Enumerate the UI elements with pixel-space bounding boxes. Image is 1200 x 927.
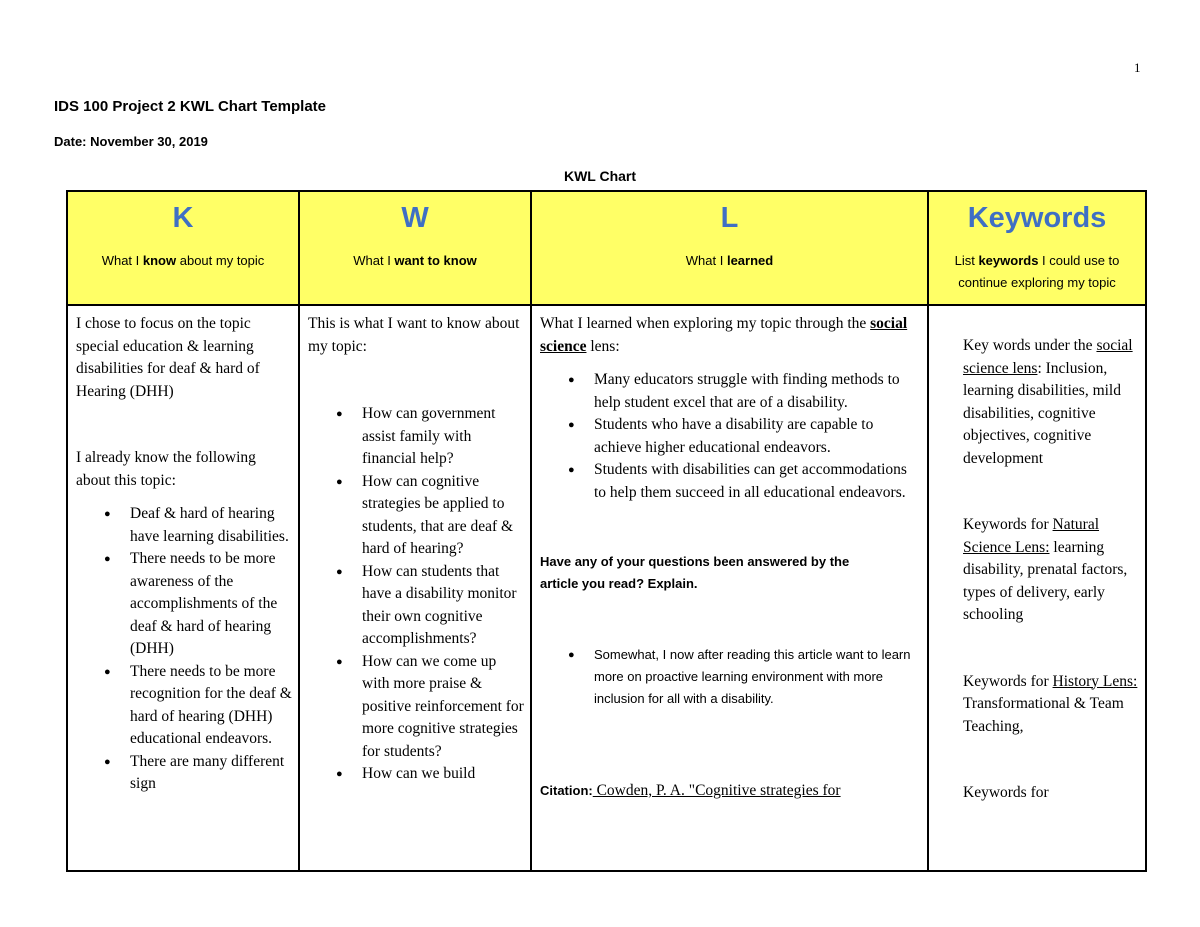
keywords-cell bbox=[928, 305, 1146, 871]
list-item: ● Students with disabilities can get accommodations to help them succeed in all educational endeavors. bbox=[568, 461, 907, 501]
header-k-letter: K bbox=[172, 202, 194, 234]
list-item: ● How can students that have a disability monitor their own cognitive accomplishments? bbox=[336, 562, 517, 647]
document-title: IDS 100 Project 2 KWL Chart Template bbox=[54, 98, 327, 115]
list-item: ● Students who have a disability are capable to achieve higher educational endeavors. bbox=[568, 416, 874, 456]
list-item: ● How can government assist family with financial help? bbox=[336, 405, 496, 467]
bullet-icon: ● bbox=[568, 649, 575, 661]
header-l bbox=[531, 191, 928, 305]
header-k bbox=[67, 191, 299, 305]
list-item: ● Many educators struggle with finding methods to help student excel that are of a disability. bbox=[568, 371, 900, 411]
keywords-natural-science: Keywords for Natural Science Lens: learning disability, prenatal factors, types of delivery, early schooling bbox=[963, 516, 1128, 623]
header-keywords-subtitle: List keywords I could use to continue exploring my topic bbox=[954, 253, 1120, 290]
list-item: ● How can we build bbox=[362, 763, 524, 786]
page-number: 1 bbox=[1134, 60, 1141, 75]
bullet-icon: ● bbox=[104, 665, 111, 678]
w-cell bbox=[299, 305, 531, 871]
list-item: ● How can we come up with more praise & positive reinforcement for more cognitive strategies for students? bbox=[336, 652, 524, 760]
header-keywords bbox=[928, 191, 1146, 305]
bullet-icon: ● bbox=[568, 374, 575, 386]
l-cell bbox=[531, 305, 928, 871]
k-bullet-list bbox=[76, 503, 292, 796]
bullet-icon: ● bbox=[568, 464, 575, 476]
keywords-last: Keywords for bbox=[963, 784, 1049, 801]
l-bullet-list bbox=[540, 369, 921, 504]
bullet-icon: ● bbox=[104, 508, 111, 520]
list-item: ● There needs to be more awareness of the accomplishments of the deaf & hard of hearing (DHH) bbox=[104, 550, 278, 657]
document-date: Date: November 30, 2019 bbox=[54, 134, 208, 149]
header-keywords-title: Keywords bbox=[967, 202, 1107, 234]
w-lead: This is what I want to know about my topic: bbox=[308, 315, 520, 355]
l-answer-list bbox=[540, 644, 921, 710]
bullet-icon: ● bbox=[336, 655, 343, 668]
keywords-history: Keywords for History Lens: Transformational & Team Teaching, bbox=[963, 672, 1138, 735]
k-cell bbox=[67, 305, 299, 871]
l-citation: Citation: Cowden, P. A. "Cognitive strategies for bbox=[540, 782, 841, 799]
bullet-icon: ● bbox=[336, 565, 343, 578]
bullet-icon: ● bbox=[568, 419, 575, 431]
header-k-subtitle: What I know about my topic bbox=[101, 253, 265, 268]
bullet-icon: ● bbox=[104, 755, 111, 768]
list-item: ● There are many different sign bbox=[104, 752, 285, 792]
k-intro: I chose to focus on the topic special education & learning disabilities for deaf & hard of Hearing (DHH) bbox=[76, 315, 260, 400]
social-science-lens-label: social science bbox=[540, 315, 908, 355]
list-item: ● Deaf & hard of hearing have learning disabilities. bbox=[104, 505, 289, 545]
bullet-icon: ● bbox=[336, 475, 343, 488]
k-lead: I already know the following about this topic: bbox=[76, 449, 256, 489]
list-item: ● Somewhat, I now after reading this article want to learn more on proactive learning environment with more inclusion for all with a disability. bbox=[594, 644, 921, 710]
header-l-subtitle: What I learned bbox=[685, 253, 774, 268]
bullet-icon: ● bbox=[104, 553, 111, 565]
bullet-icon: ● bbox=[336, 408, 343, 420]
l-lead: What I learned when exploring my topic through the social science lens: bbox=[540, 315, 908, 355]
chart-caption: KWL Chart bbox=[563, 168, 637, 184]
w-bullet-list bbox=[308, 403, 524, 786]
header-w-letter: W bbox=[401, 202, 429, 234]
header-l-letter: L bbox=[720, 202, 739, 234]
header-w bbox=[299, 191, 531, 305]
list-item: ● How can cognitive strategies be applied to students, that are deaf & hard of hearing? bbox=[336, 472, 514, 557]
list-item: ● There needs to be more recognition for the deaf & hard of hearing (DHH) educational endeavors. bbox=[104, 662, 292, 747]
l-question: Have any of your questions been answered by the article you read? Explain. bbox=[540, 554, 850, 591]
keywords-social-science: Key words under the social science lens: Inclusion, learning disabilities, mild disabilities, cognitive objectives, cognitive development bbox=[963, 337, 1133, 467]
bullet-icon: ● bbox=[336, 768, 343, 780]
header-w-subtitle: What I want to know bbox=[353, 253, 477, 268]
kwl-table bbox=[66, 190, 1147, 872]
